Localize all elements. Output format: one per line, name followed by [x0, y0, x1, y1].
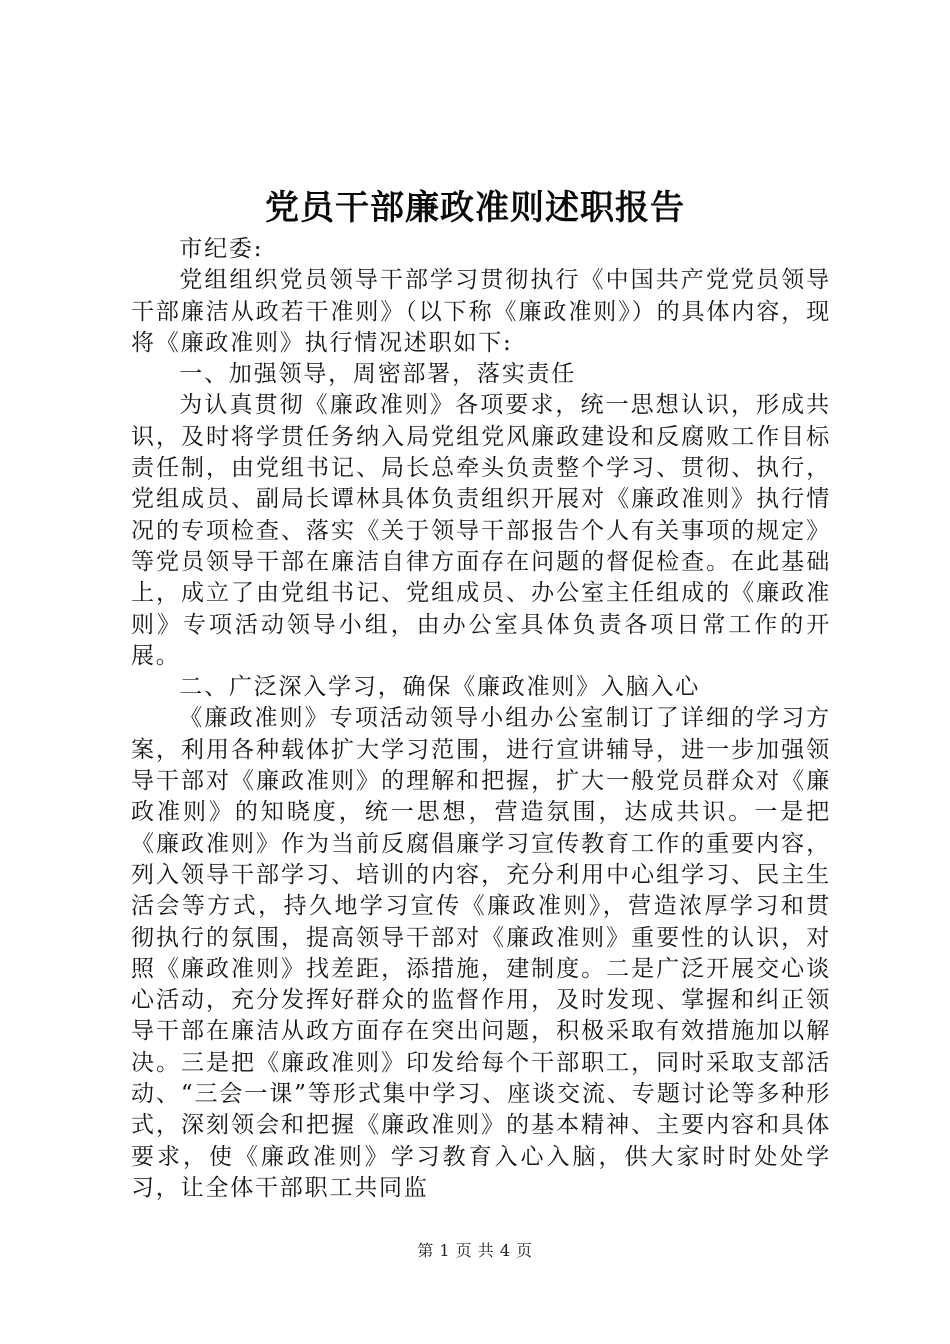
document-title: 党员干部廉政准则述职报告 [265, 188, 685, 228]
intro-paragraph: 党组组织党员领导干部学习贯彻执行《中国共产党党员领导干部廉洁从政若干准则》（以下称《廉政准则》）的具体内容，现将《廉政准则》执行情况述职如下: [131, 267, 831, 356]
section-heading-1: 一、加强领导，周密部署，落实责任 [179, 361, 577, 388]
section-heading-2: 二、广泛深入学习，确保《廉政准则》入脑入心 [179, 674, 701, 701]
section-2-paragraph: 《廉政准则》专项活动领导小组办公室制订了详细的学习方案，利用各种载体扩大学习范围，进行宣讲辅导，进一步加强领导干部对《廉政准则》的理解和把握，扩大一般党员群众对《廉政准则》的知晓度，统一思想，营造氛围，达成共识。一是把《廉政准则》作为当前反腐倡廉学习宣传教育工作的重要内容，列入领导干部学习、培训的内容，充分利用中心组学习、民主生活会等方式，持久地学习宣传《廉政准则》，营造浓厚学习和贯彻执行的氛围，提高领导干部对《廉政准则》重要性的认识，对照《廉政准则》找差距，添措施，建制度。二是广泛开展交心谈心活动，充分发挥好群众的监督作用，及时发现、掌握和纠正领导干部在廉洁从政方面存在突出问题，积极采取有效措施加以解决。三是把《廉政准则》印发给每个干部职工，同时采取支部活动、“三会一课”等形式集中学习、座谈交流、专题讨论等多种形式，深刻领会和把握《廉政准则》的基本精神、主要内容和具体要求，使《廉政准则》学习教育入心入脑，供大家时时处处学习，让全体干部职工共同监 [131, 705, 831, 1201]
salutation: 市纪委: [179, 236, 264, 262]
section-1-paragraph: 为认真贯彻《廉政准则》各项要求，统一思想认识，形成共识，及时将学贯任务纳入局党组党风廉政建设和反腐败工作目标责任制，由党组书记、局长总牵头负责整个学习、贯彻、执行，党组成员、副局长谭林具体负责组织开展对《廉政准则》执行情况的专项检查、落实《关于领导干部报告个人有关事项的规定》等党员领导干部在廉洁自律方面存在问题的督促检查。在此基础上，成立了由党组书记、党组成员、办公室主任组成的《廉政准则》专项活动领导小组，由办公室具体负责各项日常工作的开展。 [131, 392, 831, 669]
document-body [131, 234, 831, 1204]
page-footer: 第 1 页 共 4 页 [417, 1241, 533, 1260]
